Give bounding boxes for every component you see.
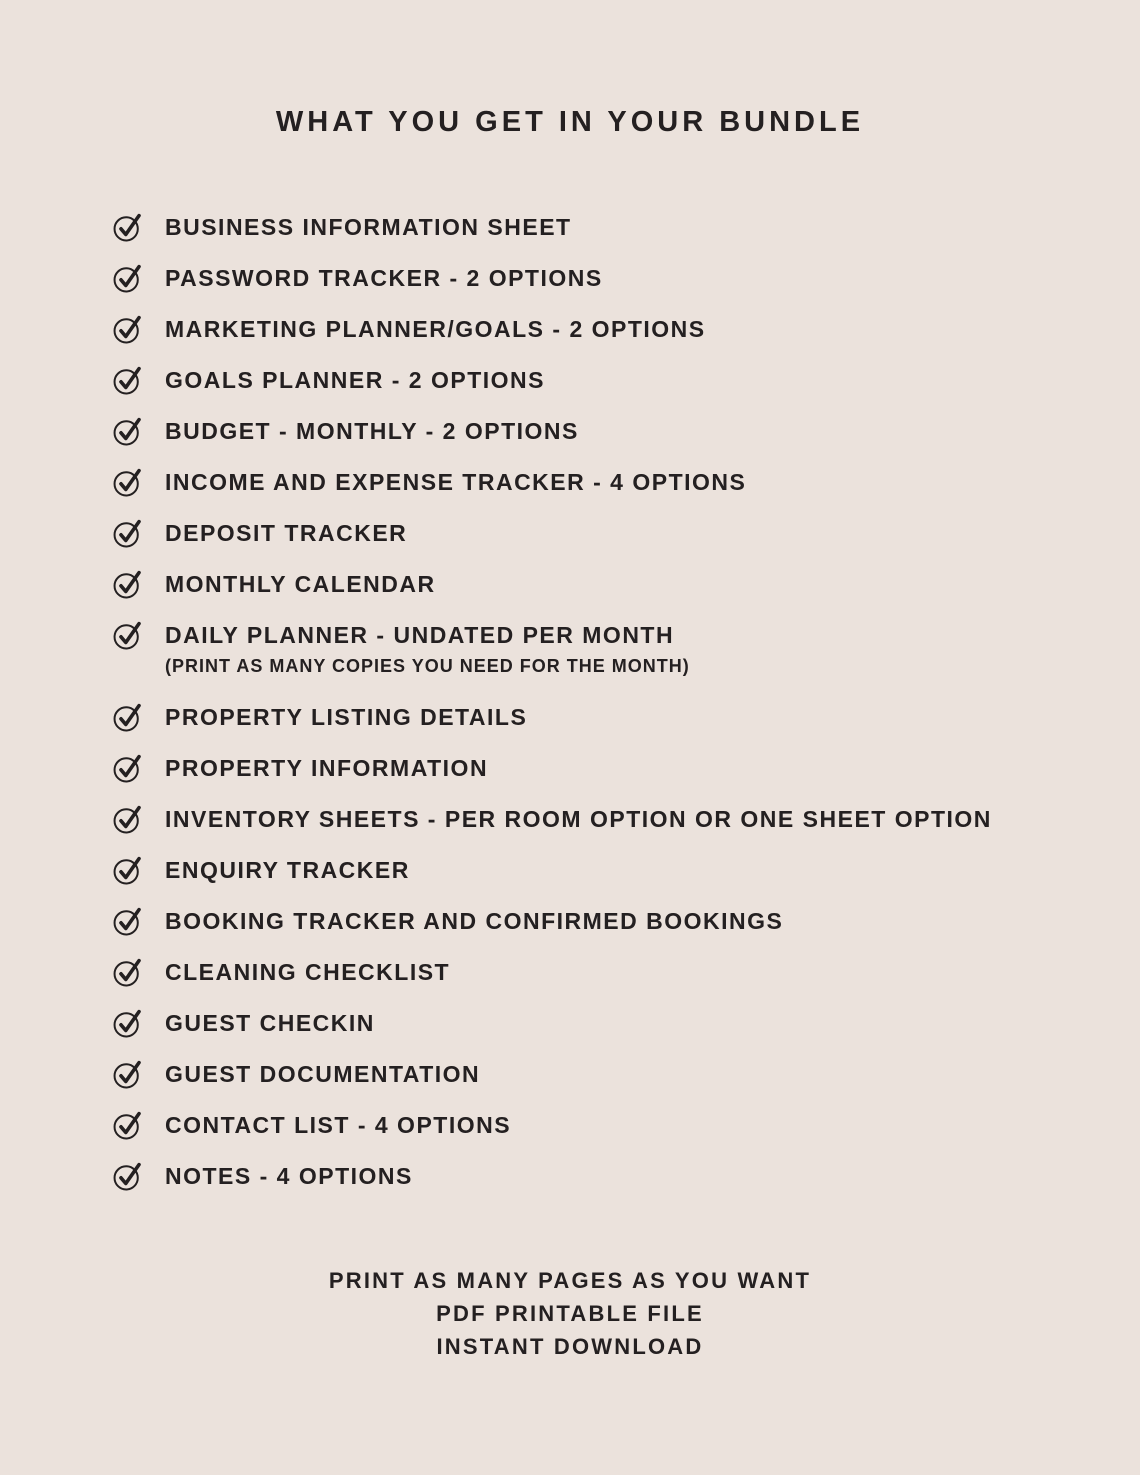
list-item-label: GOALS PLANNER - 2 OPTIONS [165, 367, 545, 393]
list-item [112, 213, 1080, 243]
list-item [112, 417, 1080, 447]
list-item [112, 1162, 1080, 1192]
check-circle-icon [112, 903, 146, 937]
list-item-label: PROPERTY LISTING DETAILS [165, 704, 528, 730]
check-circle-icon [112, 362, 146, 396]
check-circle-icon [112, 1107, 146, 1141]
list-item [112, 366, 1080, 396]
list-item [112, 264, 1080, 294]
list-item-label: PASSWORD TRACKER - 2 OPTIONS [165, 265, 603, 291]
footer-line-pdf: PDF PRINTABLE FILE [436, 1301, 704, 1326]
list-item-label: BUSINESS INFORMATION SHEET [165, 214, 572, 240]
list-item [112, 519, 1080, 549]
check-circle-icon [112, 1005, 146, 1039]
check-circle-icon [112, 617, 146, 651]
list-item [112, 315, 1080, 345]
check-circle-icon [112, 209, 146, 243]
list-item [112, 1009, 1080, 1039]
footer-line-print: PRINT AS MANY PAGES AS YOU WANT [328, 1268, 812, 1293]
list-item-text [165, 1111, 511, 1140]
list-item-text [165, 856, 410, 885]
list-item [112, 958, 1080, 988]
check-circle-icon [112, 1158, 146, 1192]
list-item-label: DEPOSIT TRACKER [165, 520, 408, 546]
check-circle-icon [112, 699, 146, 733]
list-item [112, 468, 1080, 498]
check-circle-icon [112, 464, 146, 498]
list-item-text [165, 621, 690, 678]
list-item-label: BUDGET - MONTHLY - 2 OPTIONS [165, 418, 579, 444]
list-item [112, 805, 1080, 835]
list-item-label: DAILY PLANNER - UNDATED PER MONTH [165, 622, 675, 648]
list-item-label: MONTHLY CALENDAR [165, 571, 436, 597]
list-item-text [165, 468, 746, 497]
list-item-label: CONTACT LIST - 4 OPTIONS [165, 1112, 512, 1138]
list-item-text [165, 570, 436, 599]
list-item-text [165, 1009, 375, 1038]
list-item [112, 754, 1080, 784]
check-circle-icon [112, 954, 146, 988]
list-item [112, 856, 1080, 886]
list-item [112, 1111, 1080, 1141]
check-circle-icon [112, 750, 146, 784]
check-circle-icon [112, 515, 146, 549]
check-circle-icon [112, 801, 146, 835]
list-item-label: GUEST CHECKIN [165, 1010, 375, 1036]
list-item [112, 570, 1080, 600]
check-circle-icon [112, 311, 146, 345]
bundle-list [0, 213, 1140, 1192]
page-title: WHAT YOU GET IN YOUR BUNDLE [275, 106, 865, 138]
list-item [112, 703, 1080, 733]
list-item-text [165, 703, 527, 732]
list-item [112, 1060, 1080, 1090]
list-item-text [165, 907, 783, 936]
list-item [112, 907, 1080, 937]
check-circle-icon [112, 566, 146, 600]
list-item-text [165, 1162, 413, 1191]
check-circle-icon [112, 413, 146, 447]
list-item-text [165, 366, 545, 395]
list-item-note: (PRINT AS MANY COPIES YOU NEED FOR THE MONTH) [165, 656, 690, 676]
list-item-label: INCOME AND EXPENSE TRACKER - 4 OPTIONS [165, 469, 747, 495]
list-item-text [165, 315, 706, 344]
list-item-label: PROPERTY INFORMATION [165, 755, 489, 781]
list-item-label: NOTES - 4 OPTIONS [165, 1163, 413, 1189]
check-circle-icon [112, 1056, 146, 1090]
list-item-text [165, 1060, 480, 1089]
footer-line-download: INSTANT DOWNLOAD [436, 1334, 704, 1359]
list-item-label: MARKETING PLANNER/GOALS - 2 OPTIONS [165, 316, 706, 342]
check-circle-icon [112, 852, 146, 886]
check-circle-icon [112, 260, 146, 294]
list-item-text [165, 264, 603, 293]
list-item-text [165, 958, 450, 987]
list-item-label: CLEANING CHECKLIST [165, 959, 451, 985]
list-item-label: GUEST DOCUMENTATION [165, 1061, 481, 1087]
list-item-label: BOOKING TRACKER AND CONFIRMED BOOKINGS [165, 908, 784, 934]
list-item-text [165, 417, 579, 446]
footer [0, 1264, 1140, 1363]
list-item-label: ENQUIRY TRACKER [165, 857, 410, 883]
list-item-label: INVENTORY SHEETS - PER ROOM OPTION OR ONE SHEET OPTION [165, 806, 992, 832]
list-item-text [165, 213, 572, 242]
list-item [112, 621, 1080, 678]
list-item-text [165, 519, 407, 548]
list-item-text [165, 805, 992, 834]
list-item-text [165, 754, 488, 783]
